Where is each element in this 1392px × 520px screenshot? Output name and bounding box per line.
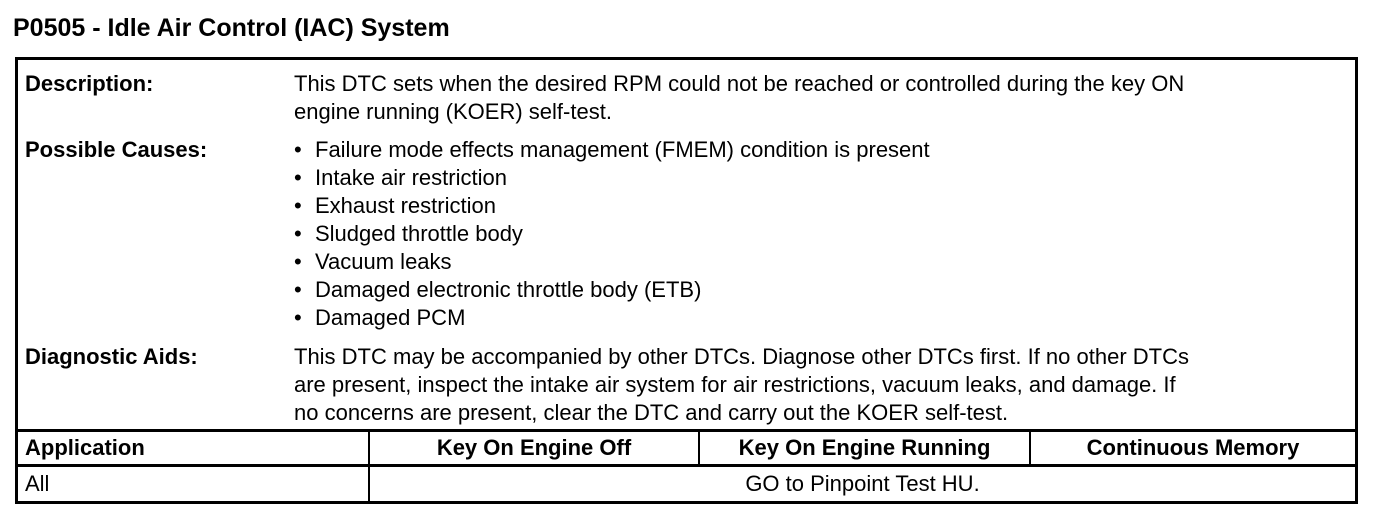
- possible-causes-list-container: [294, 136, 1345, 332]
- column-header-application: Application: [18, 431, 369, 466]
- description-row: [25, 70, 1345, 126]
- column-header-koer: Key On Engine Running: [699, 431, 1030, 466]
- diagnostic-aids-text: [294, 343, 1345, 427]
- cause-text: Vacuum leaks: [315, 249, 452, 274]
- bullet-icon: •: [294, 193, 302, 218]
- bullet-icon: •: [294, 249, 302, 274]
- diagnostic-aids-line: no concerns are present, clear the DTC and carry out the KOER self-test.: [294, 400, 1009, 425]
- possible-causes-list: [294, 136, 1345, 332]
- column-header-continuous-memory: Continuous Memory: [1030, 431, 1355, 466]
- cause-text: Damaged electronic throttle body (ETB): [315, 277, 702, 302]
- list-item: [294, 220, 1345, 248]
- list-item: [294, 304, 1345, 332]
- list-item: [294, 248, 1345, 276]
- diagnostic-aids-label: Diagnostic Aids:: [25, 344, 198, 369]
- bullet-icon: •: [294, 277, 302, 302]
- diagnostic-aids-row: [25, 343, 1345, 427]
- cause-text: Failure mode effects management (FMEM) condition is present: [315, 137, 930, 162]
- bullet-icon: •: [294, 137, 302, 162]
- cause-text: Intake air restriction: [315, 165, 507, 190]
- table-header-row: [18, 431, 1355, 466]
- list-item: [294, 276, 1345, 304]
- cause-text: Sludged throttle body: [315, 221, 523, 246]
- diagnostic-aids-line: This DTC may be accompanied by other DTCs. Diagnose other DTCs first. If no other DTCs: [294, 344, 1189, 369]
- description-line: engine running (KOER) self-test.: [294, 99, 612, 124]
- pinpoint-test-cell: GO to Pinpoint Test HU.: [369, 466, 1355, 501]
- list-item: [294, 192, 1345, 220]
- possible-causes-row: [25, 136, 1345, 332]
- possible-causes-label: Possible Causes:: [25, 137, 208, 162]
- list-item: [294, 164, 1345, 192]
- bullet-icon: •: [294, 165, 302, 190]
- cause-text: Exhaust restriction: [315, 193, 496, 218]
- bullet-icon: •: [294, 221, 302, 246]
- description-line: This DTC sets when the desired RPM could not be reached or controlled during the key ON: [294, 71, 1185, 96]
- cause-text: Damaged PCM: [315, 305, 466, 330]
- page-title: P0505 - Idle Air Control (IAC) System: [13, 14, 450, 42]
- dtc-info-frame: [15, 57, 1358, 504]
- list-item: [294, 136, 1345, 164]
- description-text: [294, 70, 1345, 126]
- bullet-icon: •: [294, 305, 302, 330]
- description-label: Description:: [25, 71, 154, 96]
- application-cell: All: [18, 466, 369, 501]
- application-table: [18, 429, 1355, 501]
- column-header-koeo: Key On Engine Off: [369, 431, 699, 466]
- diagnostic-aids-line: are present, inspect the intake air system for air restrictions, vacuum leaks, and damage. If: [294, 372, 1176, 397]
- table-row: [18, 466, 1355, 501]
